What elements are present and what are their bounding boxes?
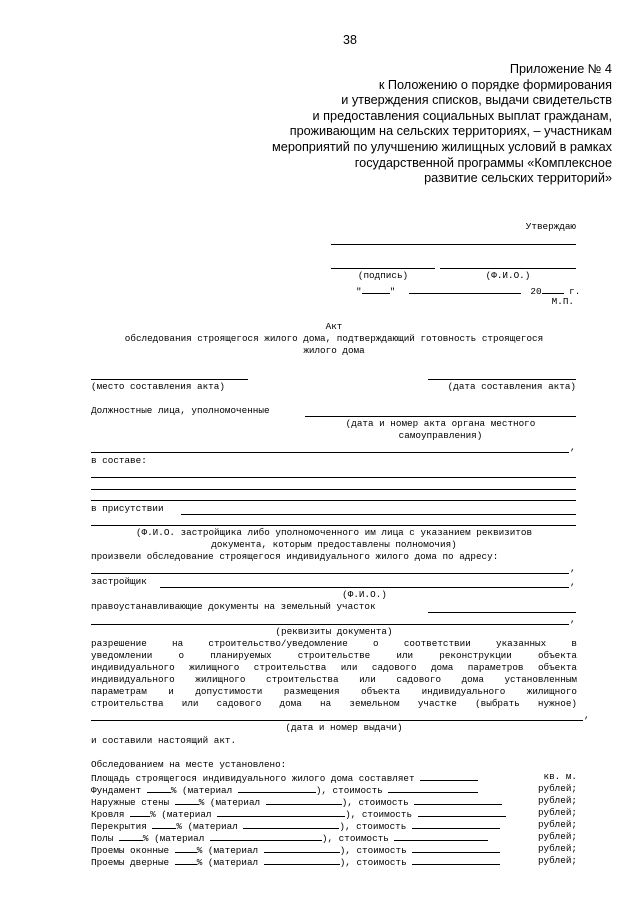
address-line — [91, 573, 569, 574]
percent-field — [130, 807, 150, 817]
presence-line — [181, 514, 576, 515]
appendix-line: и утверждения списков, выдачи свидетельств — [341, 93, 612, 108]
approval-title: Утверждаю — [525, 221, 576, 232]
comma: , — [570, 563, 576, 574]
date-year-field — [542, 284, 564, 294]
approval-date — [356, 284, 580, 298]
place-line — [91, 379, 248, 380]
place-label: (место составления акта) — [91, 381, 225, 392]
cost-word: ), стоимость — [339, 821, 407, 832]
percent-sign: % — [196, 845, 203, 856]
officials-label: Должностные лица, уполномоченные — [91, 405, 270, 416]
element-label: Фундамент — [91, 785, 142, 796]
date-month-field — [409, 284, 521, 294]
permit-line: строительства или садового дома на земельном участке (выбрать нужное) — [91, 698, 577, 709]
material-word: (материал — [207, 857, 259, 868]
percent-field — [147, 783, 171, 793]
comma: , — [570, 614, 576, 625]
element-label: Проемы оконные — [91, 845, 170, 856]
act-subtitle-line2: жилого дома — [303, 345, 365, 356]
appendix-header — [232, 62, 612, 187]
appendix-line: государственной программы «Комплексное — [354, 155, 612, 170]
percent-sign: % — [142, 833, 149, 844]
developer-line — [160, 587, 569, 588]
act-subtitle-line1: обследования строящегося жилого дома, подтверждающий готовность строящегося — [124, 333, 544, 344]
permit-line: индивидуального жилищного строительства или садового дома параметров объекта — [91, 662, 577, 673]
percent-field — [119, 831, 143, 841]
element-label: Кровля — [91, 809, 125, 820]
appendix-line: проживающим на сельских территориях, – участникам — [289, 124, 612, 139]
title-docs-label: правоустанавливающие документы на земельный участок — [91, 601, 376, 612]
act-date-line — [428, 379, 576, 380]
cost-word: ), стоимость — [315, 785, 383, 796]
permit-hint: (дата и номер выдачи) — [285, 722, 403, 733]
cost-field — [412, 855, 500, 865]
percent-sign: % — [150, 809, 156, 820]
developer-hint: (Ф.И.О.) — [342, 589, 387, 600]
act-date-label: (дата составления акта) — [447, 381, 576, 392]
composition-line-1 — [91, 477, 576, 478]
rub-word: рублей; — [537, 783, 577, 794]
element-label: Полы — [91, 833, 114, 844]
composition-line-3 — [91, 500, 576, 501]
rub-word: рублей; — [537, 831, 577, 842]
signature-label: (подпись) — [357, 270, 409, 281]
cost-field — [394, 831, 488, 841]
element-label: Перекрытия — [91, 821, 147, 832]
date-close-quote: " — [389, 286, 396, 297]
comma: , — [584, 710, 590, 721]
developer-label: застройщик — [91, 576, 147, 587]
officials-hint-line2: самоуправления) — [398, 430, 483, 441]
element-label: Наружные стены — [91, 797, 170, 808]
percent-sign: % — [176, 821, 182, 832]
act-title: Акт — [325, 321, 343, 332]
title-docs-line — [428, 612, 576, 613]
percent-sign: % — [170, 785, 177, 796]
permit-line: параметрам и допустимости размещения объекта индивидуального жилищного — [91, 686, 577, 697]
material-field — [264, 843, 340, 853]
officials-line — [305, 416, 576, 417]
compiled-line: и составили настоящий акт. — [91, 735, 237, 746]
area-label: Площадь строящегося индивидуального жилого дома составляет — [91, 773, 415, 784]
percent-sign: % — [198, 797, 205, 808]
material-word: (материал — [182, 785, 233, 796]
material-field — [264, 855, 340, 865]
permit-line-field — [91, 720, 583, 721]
cost-word: ), стоимость — [345, 809, 413, 820]
permit-line: разрешение на строительство/уведомление о соответствии указанных в — [91, 638, 577, 649]
material-field — [238, 783, 316, 793]
cost-word: ), стоимость — [339, 845, 407, 856]
appendix-line: к Положению о порядке формирования — [378, 77, 612, 92]
date-year-suffix: г. — [569, 286, 581, 297]
material-word: (материал — [161, 809, 212, 820]
stamp-label: М.П. — [551, 296, 574, 307]
title-docs-line-2 — [91, 624, 569, 625]
material-field — [210, 831, 322, 841]
material-field — [217, 807, 345, 817]
date-open-quote: " — [356, 286, 362, 297]
comma: , — [570, 442, 576, 453]
rub-word: рублей; — [537, 819, 577, 830]
percent-sign: % — [196, 857, 203, 868]
permit-line: индивидуального жилищного строительства или садового дома установленным — [91, 674, 577, 685]
presence-hint-line2: документа, которым предоставлены полномочия) — [211, 539, 457, 550]
area-unit: кв. м. — [543, 771, 577, 782]
presence-line-2 — [91, 525, 576, 526]
permit-line: уведомлении о планируемых строительстве или реконструкции объекта — [91, 650, 577, 661]
officials-hint-line1: (дата и номер акта органа местного — [345, 418, 536, 429]
presence-label: в присутствии — [91, 503, 164, 514]
officials-continuation-line — [91, 452, 569, 453]
appendix-line: мероприятий по улучшению жилищных условий в рамках — [272, 139, 612, 154]
cost-field — [412, 819, 500, 829]
cost-field — [418, 807, 506, 817]
material-field — [243, 819, 339, 829]
fio-line — [440, 268, 576, 269]
percent-field — [175, 855, 197, 865]
cost-field — [388, 783, 478, 793]
composition-label: в составе: — [91, 455, 147, 466]
date-day-field — [362, 284, 390, 294]
presence-hint-line1: (Ф.И.О. застройщика либо уполномоченного им лица с указанием реквизитов — [135, 527, 533, 538]
date-year-prefix: 20 — [530, 286, 542, 297]
cost-word: ), стоимость — [339, 857, 407, 868]
rub-word: рублей; — [537, 795, 577, 806]
rub-word: рублей; — [537, 807, 577, 818]
rub-word: рублей; — [537, 843, 577, 854]
page-number: 38 — [343, 33, 357, 47]
fio-label: (Ф.И.О.) — [485, 270, 531, 281]
appendix-line: развитие сельских территорий» — [424, 171, 612, 186]
signature-line — [331, 268, 435, 269]
material-word: (материал — [187, 821, 238, 832]
title-docs-hint: (реквизиты документа) — [275, 626, 393, 637]
findings-intro: Обследованием на месте установлено: — [91, 759, 287, 770]
area-field — [420, 771, 478, 781]
composition-line-2 — [91, 489, 576, 490]
cost-word: ), стоимость — [321, 833, 389, 844]
percent-field — [152, 819, 176, 829]
material-word: (материал — [209, 797, 261, 808]
appendix-line: и предоставления социальных выплат гражданам, — [312, 108, 612, 123]
percent-field — [175, 795, 199, 805]
cost-field — [412, 843, 500, 853]
material-word: (материал — [154, 833, 205, 844]
rub-word: рублей; — [537, 855, 577, 866]
cost-word: ), стоимость — [341, 797, 409, 808]
appendix-line: Приложение № 4 — [509, 62, 612, 76]
comma: , — [570, 577, 576, 588]
element-label: Проемы дверные — [91, 857, 170, 868]
material-field — [266, 795, 342, 805]
cost-field — [414, 795, 502, 805]
element-row-doors — [91, 855, 577, 869]
percent-field — [175, 843, 197, 853]
inspected-line: произвели обследование строящегося индивидуального жилого дома по адресу: — [91, 551, 499, 562]
material-word: (материал — [207, 845, 259, 856]
approver-position-line — [331, 244, 576, 245]
